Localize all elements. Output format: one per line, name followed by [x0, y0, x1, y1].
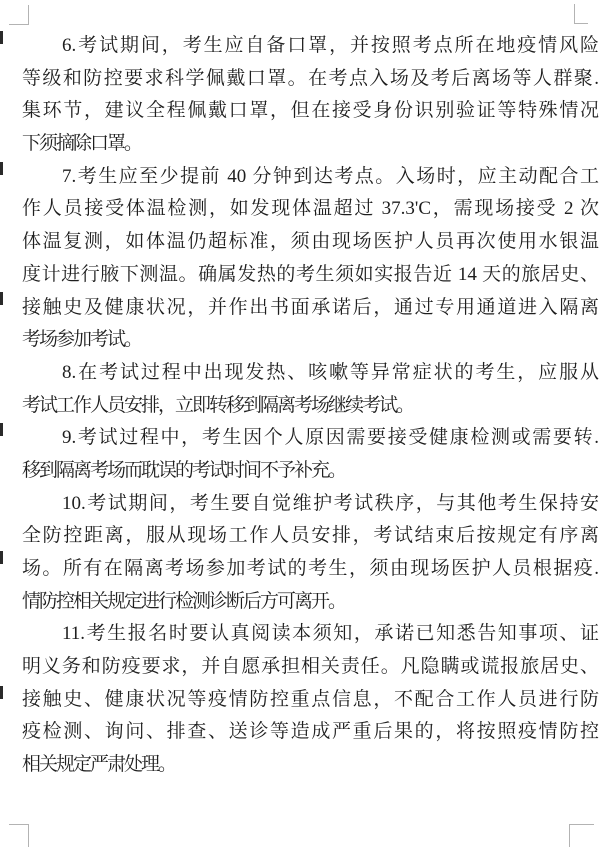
scan-artifact — [0, 423, 3, 436]
scan-artifact — [0, 292, 3, 305]
paragraph-7 — [22, 161, 599, 357]
paragraph-6 — [22, 30, 599, 161]
text-line: 明义务和防疫要求，并自愿承担相关责任。凡隐瞒或谎报旅居史、 — [22, 656, 599, 678]
scan-artifact — [0, 686, 3, 699]
text-line: 6.考试期间，考生应自备口罩，并按照考点所在地疫情风险 — [62, 35, 599, 56]
margin-mark-top-right-icon — [574, 4, 588, 24]
text-line: 10.考试期间，考生要自觉维护考试秩序，与其他考生保持安 — [62, 492, 599, 514]
margin-mark-top-left-icon — [9, 5, 29, 25]
scan-artifact — [0, 551, 3, 564]
paragraph-10 — [22, 488, 599, 619]
text-line: 等级和防控要求科学佩戴口罩。在考点入场及考后离场等人群聚. — [22, 67, 599, 89]
paragraph-9 — [22, 422, 599, 487]
text-line: 相关规定严肃处理。 — [22, 754, 176, 776]
text-line: 场。所有在隔离考场参加考试的考生，须由现场医护人员根据疫. — [22, 558, 599, 579]
text-line: 度计进行腋下测温。确属发热的考生须如实报告近 14 天的旅居史、 — [22, 263, 599, 285]
text-line: 情防控相关规定进行检测诊断后方可离开。 — [22, 590, 346, 612]
text-line: 集环节，建议全程佩戴口罩，但在接受身份识别验证等特殊情况 — [22, 100, 599, 122]
text-line: 7.考生应至少提前 40 分钟到达考点。入场时，应主动配合工 — [62, 165, 599, 187]
text-line: 考试工作人员安排，立即转移到隔离考场继续考试。 — [22, 394, 414, 416]
text-line: 接触史、健康状况等疫情防控重点信息，不配合工作人员进行防 — [22, 688, 599, 710]
text-line: 考场参加考试。 — [22, 329, 142, 351]
text-line: 体温复测，如体温仍超标准，须由现场医护人员再次使用水银温 — [22, 231, 599, 253]
margin-mark-bottom-left-icon — [9, 824, 29, 847]
text-line: 8.在考试过程中出现发热、咳嗽等异常症状的考生，应服从 — [62, 361, 599, 383]
text-line: 接触史及健康状况，并作出书面承诺后，通过专用通道进入隔离 — [22, 296, 599, 318]
paragraph-11 — [22, 618, 599, 781]
text-line: 下须摘除口罩。 — [22, 133, 142, 155]
paragraph-8 — [22, 357, 599, 422]
text-line: 作人员接受体温检测，如发现体温超过 37.3'C，需现场接受 2 次 — [22, 198, 599, 220]
text-line: 移到隔离考场而耽误的考试时间不予补充。 — [22, 459, 346, 481]
margin-mark-bottom-right-icon — [569, 824, 594, 847]
text-line: 9.考试过程中，考生因个人原因需要接受健康检测或需要转. — [62, 427, 599, 449]
text-line: 全防控距离，服从现场工作人员安排，考试结束后按规定有序离 — [22, 525, 599, 547]
text-line: 11.考生报名时要认真阅读本须知，承诺已知悉告知事项、证 — [62, 623, 599, 645]
document-text — [22, 30, 599, 782]
text-line: 疫检测、询问、排查、送诊等造成严重后果的，将按照疫情防控 — [22, 721, 599, 743]
scan-artifact — [0, 162, 3, 175]
scan-artifact — [0, 31, 3, 44]
